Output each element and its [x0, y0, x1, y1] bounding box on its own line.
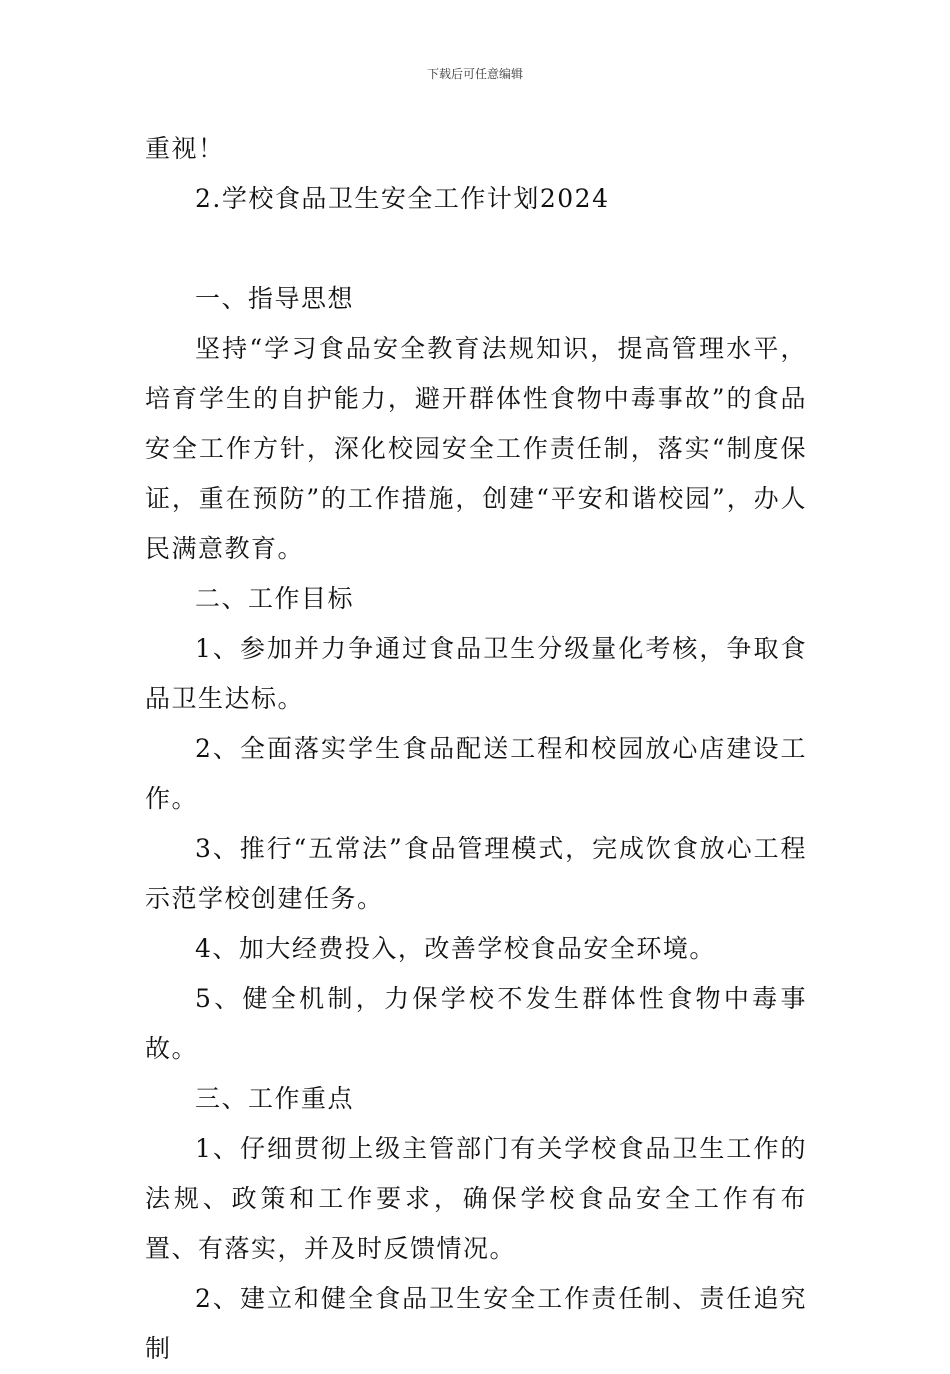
- document-body: [145, 124, 807, 1374]
- blank-line: [145, 224, 807, 274]
- goal-item-4: 4、加大经费投入，改善学校食品安全环境。: [195, 934, 716, 963]
- heading-guiding-principle: 一、指导思想: [195, 284, 355, 313]
- paragraph-guiding-principle: 坚持“学习食品安全教育法规知识，提高管理水平，培育学生的自护能力，避开群体性食物中毒事故”的食品安全工作方针，深化校园安全工作责任制，落实“制度保证，重在预防”的工作措施，创建“平安和谐校园”，办人民满意教育。: [145, 334, 807, 563]
- paragraph-continuation: 重视！: [145, 134, 225, 163]
- goal-item-2: 2、全面落实学生食品配送工程和校园放心店建设工作。: [145, 734, 807, 813]
- goal-item-1: 1、参加并力争通过食品卫生分级量化考核，争取食品卫生达标。: [145, 634, 807, 713]
- page-header-note: 下载后可任意编辑: [426, 67, 523, 81]
- goal-item-5: 5、健全机制，力保学校不发生群体性食物中毒事故。: [145, 984, 807, 1063]
- heading-work-goals: 二、工作目标: [195, 584, 355, 613]
- goal-item-3: 3、推行“五常法”食品管理模式，完成饮食放心工程示范学校创建任务。: [145, 834, 807, 913]
- section-title: 2.学校食品卫生安全工作计划2024: [195, 184, 610, 213]
- focus-item-2: 2、建立和健全食品卫生安全工作责任制、责任追究制: [145, 1284, 807, 1363]
- heading-work-focus: 三、工作重点: [195, 1084, 355, 1113]
- focus-item-1: 1、仔细贯彻上级主管部门有关学校食品卫生工作的法规、政策和工作要求，确保学校食品安全工作有布置、有落实，并及时反馈情况。: [145, 1134, 807, 1263]
